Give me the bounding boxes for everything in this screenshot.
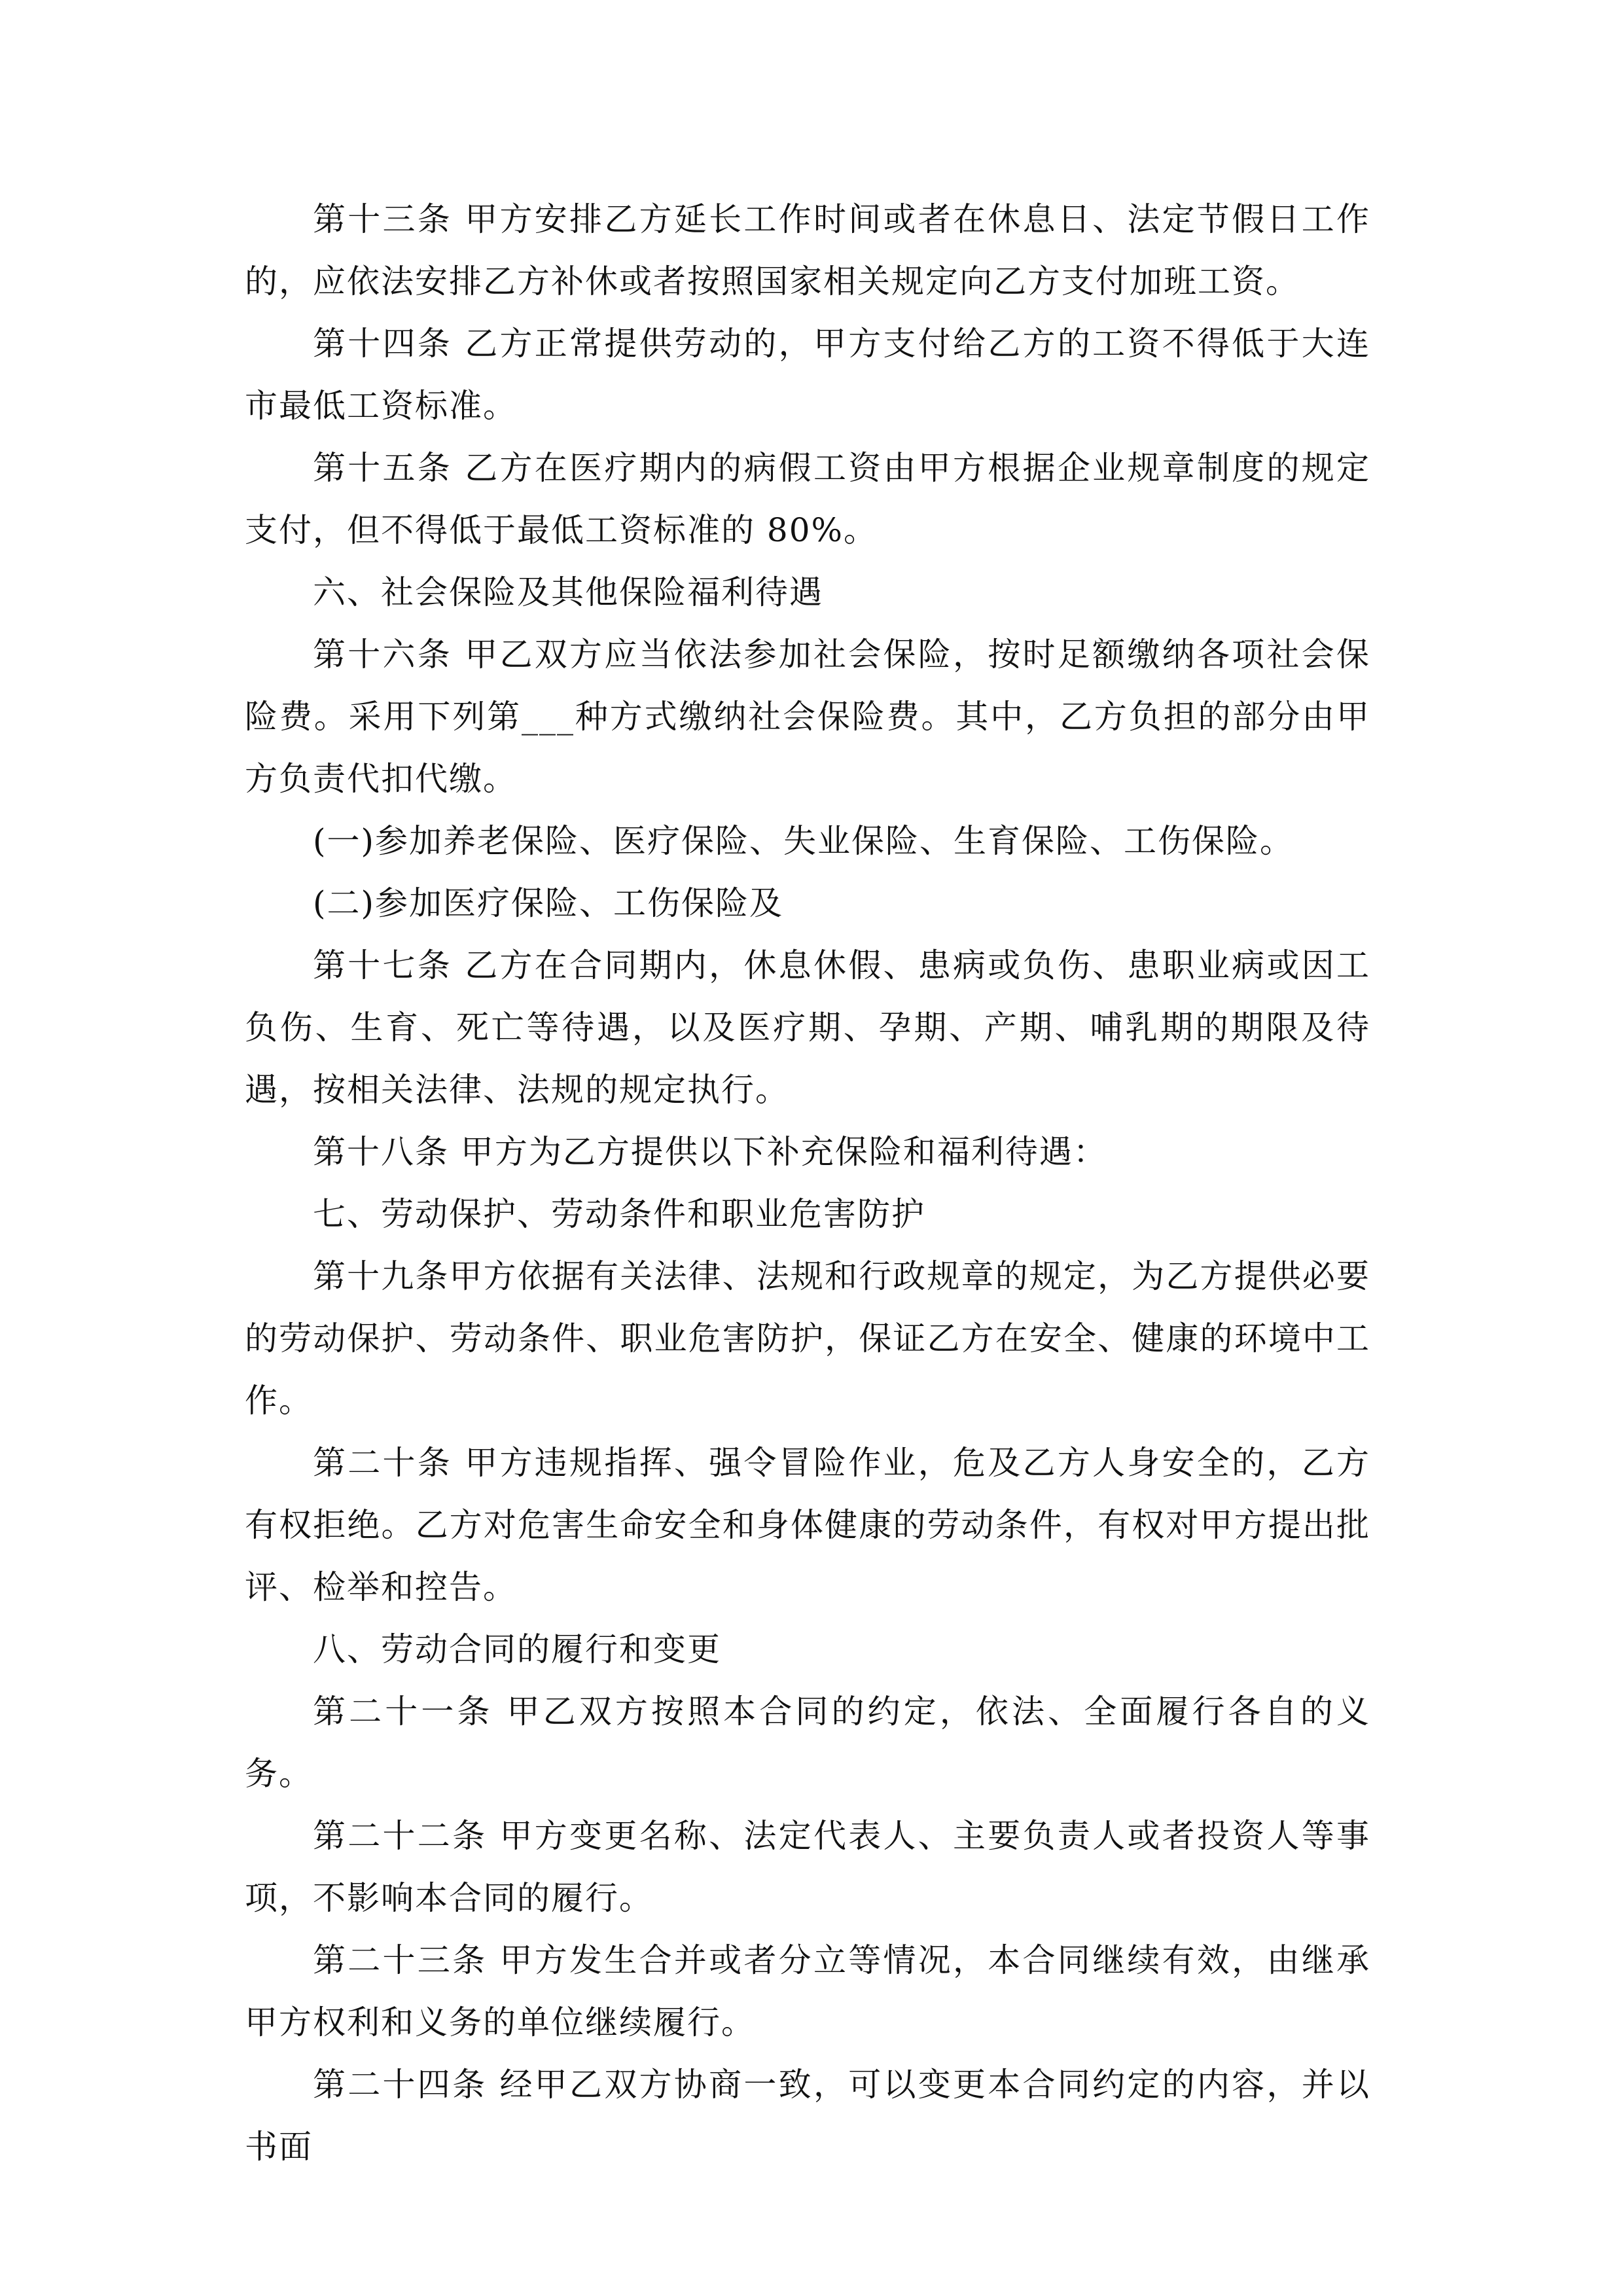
option-1: (一)参加养老保险、医疗保险、失业保险、生育保险、工伤保险。 <box>313 822 1294 860</box>
section-heading-performance-change: 八、劳动合同的履行和变更 <box>313 1630 721 1668</box>
article-13: 第十三条 甲方安排乙方延长工作时间或者在休息日、法定节假日工作的，应依法安排乙方补休或者按照国家相关规定向乙方支付加班工资。 <box>245 200 1370 300</box>
article-24: 第二十四条 经甲乙双方协商一致，可以变更本合同约定的内容，并以书面 <box>245 2066 1370 2166</box>
article-21: 第二十一条 甲乙双方按照本合同的约定，依法、全面履行各自的义务。 <box>245 1693 1370 1793</box>
section-heading-social-insurance: 六、社会保险及其他保险福利待遇 <box>313 573 823 611</box>
article-17: 第十七条 乙方在合同期内，休息休假、患病或负伤、患职业病或因工负伤、生育、死亡等待遇，以及医疗期、孕期、产期、哺乳期的期限及待遇，按相关法律、法规的规定执行。 <box>245 946 1370 1109</box>
article-16: 第十六条 甲乙双方应当依法参加社会保险，按时足额缴纳各项社会保险费。采用下列第___种方式缴纳社会保险费。其中，乙方负担的部分由甲方负责代扣代缴。 <box>245 636 1370 798</box>
article-22: 第二十二条 甲方变更名称、法定代表人、主要负责人或者投资人等事项，不影响本合同的履行。 <box>245 1817 1370 1917</box>
article-14: 第十四条 乙方正常提供劳动的，甲方支付给乙方的工资不得低于大连市最低工资标准。 <box>245 325 1370 425</box>
article-18: 第十八条 甲方为乙方提供以下补充保险和福利待遇： <box>313 1133 1107 1171</box>
article-20: 第二十条 甲方违规指挥、强令冒险作业，危及乙方人身安全的，乙方有权拒绝。乙方对危害生命安全和身体健康的劳动条件，有权对甲方提出批评、检举和控告。 <box>245 1444 1370 1606</box>
contract-body <box>245 188 1370 2178</box>
article-23: 第二十三条 甲方发生合并或者分立等情况，本合同继续有效，由继承甲方权利和义务的单位继续履行。 <box>245 1941 1370 2041</box>
option-2: (二)参加医疗保险、工伤保险及 <box>313 884 784 922</box>
section-heading-labor-protection: 七、劳动保护、劳动条件和职业危害防护 <box>313 1195 925 1233</box>
article-19: 第十九条甲方依据有关法律、法规和行政规章的规定，为乙方提供必要的劳动保护、劳动条件、职业危害防护，保证乙方在安全、健康的环境中工作。 <box>245 1257 1370 1420</box>
article-15: 第十五条 乙方在医疗期内的病假工资由甲方根据企业规章制度的规定支付，但不得低于最低工资标准的 80%。 <box>245 449 1370 549</box>
